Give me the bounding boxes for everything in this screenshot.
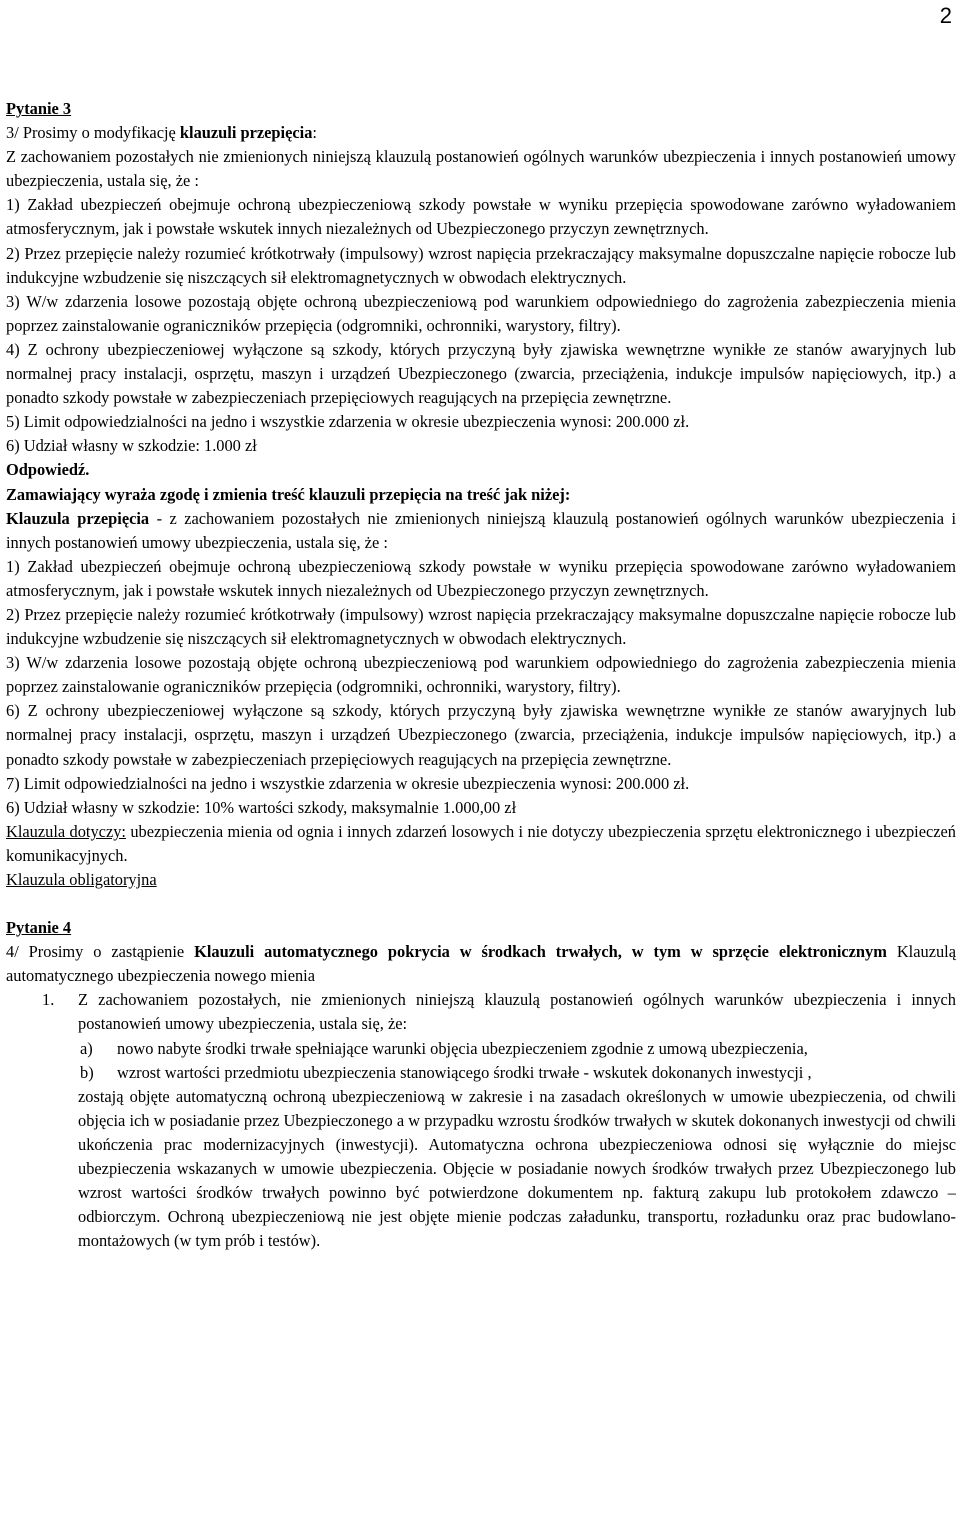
list-item-text: Z zachowaniem pozostałych, nie zmienionych niniejszą klauzulą postanowień ogólnych warunków ubezpieczenia i innych postanowień umowy ubezpieczenia, ustala się, że: xyxy=(78,990,956,1034)
answer-item-6: 6) Udział własny w szkodzie: 10% wartości szkody, maksymalnie 1.000,00 zł xyxy=(6,797,517,817)
question-3-intro: Z zachowaniem pozostałych nie zmienionych niniejszą klauzulą postanowień ogólnych warunków ubezpieczenia i innych postanowień umowy ubezpieczenia, ustala się, że : xyxy=(6,147,956,191)
section-spacer xyxy=(6,892,956,916)
clause-intro xyxy=(6,507,956,555)
question-3-item-4: 4) Z ochrony ubezpieczeniowej wyłączone są szkody, których przyczyną były zjawiska wewnętrzne wynikłe ze stanów awaryjnych lub normalnej pracy instalacji, osprzętu, maszyn i urządzeń Ubezpieczonego (zwarcia, przeciążenia, indukcje impulsów napięciowych, itp.) a ponadto szkody powstałe w zabezpieczeniach przepięciowych reagujących na przepięcia zewnętrzne. xyxy=(6,339,956,408)
clause-mandatory-text: Klauzula obligatoryjna xyxy=(6,870,157,889)
question-3-request-prefix: 3/ Prosimy o modyfikację xyxy=(6,123,180,143)
answer-item-1: 1) Zakład ubezpieczeń obejmuje ochroną ubezpieczeniową szkody powstałe w wyniku przepięcia spowodowane zarówno wyładowaniem atmosferycznym, jak i powstałe wskutek innych niezależnych od Ubezpieczonego przyczyn zewnętrznych. xyxy=(6,556,956,600)
clause-intro-text: - z zachowaniem pozostałych nie zmienionych niniejszą klauzulą postanowień ogólnych warunków ubezpieczenia i innych postanowień umowy ubezpieczenia, ustala się, że : xyxy=(6,508,956,552)
question-3-item-3: 3) W/w zdarzenia losowe pozostają objęte ochroną ubezpieczeniową pod warunkiem odpowiedniego do zagrożenia zabezpieczenia mienia poprzez zainstalowanie ograniczników przepięcia (odgromniki, ochronniki, warystory, filtry). xyxy=(6,291,956,335)
question-3-request xyxy=(6,121,956,145)
answer-item-5: 7) Limit odpowiedzialności na jedno i wszystkie zdarzenia w okresie ubezpieczenia wynosi: 200.000 zł. xyxy=(6,773,690,793)
answer-label-text: Odpowiedź. xyxy=(6,460,90,480)
question-4-list-item-1 xyxy=(6,988,956,1036)
clause-mandatory xyxy=(6,868,956,892)
subitem-letter: b) xyxy=(80,1062,94,1082)
question-3-request-suffix: : xyxy=(312,123,317,143)
document-body xyxy=(6,97,956,1253)
answer-label xyxy=(6,458,956,482)
question-4-request-bold: Klauzuli automatycznego pokrycia w środkach trwałych, w tym w sprzęcie elektronicznym xyxy=(194,942,887,962)
clause-applies-label: Klauzula dotyczy: xyxy=(6,821,126,841)
question-3-item-5: 5) Limit odpowiedzialności na jedno i wszystkie zdarzenia w okresie ubezpieczenia wynosi: 200.000 zł. xyxy=(6,412,690,432)
page-number: 2 xyxy=(939,3,952,28)
question-4-request-suffix: Klauzulą automatycznego ubezpieczenia nowego mienia xyxy=(6,942,956,986)
clause-applies-text: ubezpieczenia mienia od ognia i innych zdarzeń losowych i nie dotyczy ubezpieczenia sprzętu elektronicznego i ubezpieczeń komunikacyjnych. xyxy=(6,821,956,865)
question-3-item-6: 6) Udział własny w szkodzie: 1.000 zł xyxy=(6,436,257,456)
question-3-request-bold: klauzuli przepięcia xyxy=(179,123,313,143)
question-4-request-prefix: 4/ Prosimy o zastąpienie xyxy=(6,942,195,962)
answer-statement xyxy=(6,483,956,507)
subitem-text: nowo nabyte środki trwałe spełniające warunki objęcia ubezpieczeniem zgodnie z umową ubezpieczenia, xyxy=(117,1038,808,1058)
answer-statement-text: Zamawiający wyraża zgodę i zmienia treść klauzuli przepięcia na treść jak niżej: xyxy=(6,484,571,504)
subitem-letter: a) xyxy=(80,1038,93,1058)
answer-item-2: 2) Przez przepięcie należy rozumieć krótkotrwały (impulsowy) wzrost napięcia przekraczający maksymalne dopuszczalne napięcie robocze lub indukcyjne wzbudzenie się niszczących sił elektromagnetycznych w obwodach elektrycznych. xyxy=(6,604,956,649)
question-3-heading xyxy=(6,97,956,121)
question-4-title: Pytanie 4 xyxy=(6,918,72,938)
list-number: 1. xyxy=(42,990,55,1010)
answer-item-3: 3) W/w zdarzenia losowe pozostają objęte ochroną ubezpieczeniową pod warunkiem odpowiedniego do zagrożenia zabezpieczenia mienia poprzez zainstalowanie ograniczników przepięcia (odgromniki, ochronniki, warystory, filtry). xyxy=(6,653,956,697)
question-3-item-2: 2) Przez przepięcie należy rozumieć krótkotrwały (impulsowy) wzrost napięcia przekraczający maksymalne dopuszczalne napięcie robocze lub indukcyjne wzbudzenie się niszczących sił elektromagnetycznych w obwodach elektrycznych. xyxy=(6,243,956,287)
question-3-item-1: 1) Zakład ubezpieczeń obejmuje ochroną ubezpieczeniową szkody powstałe w wyniku przepięcia spowodowane zarówno wyładowaniem atmosferycznym, jak i powstałe wskutek innych niezależnych od Ubezpieczonego przyczyn zewnętrznych. xyxy=(6,195,956,239)
question-4-closing: zostają objęte automatyczną ochroną ubezpieczeniową w zakresie i na zasadach określonych w umowie ubezpieczenia, od chwili objęcia ich w posiadanie przez Ubezpieczonego a w przypadku wzrostu środków trwałych w skutek dokonanych inwestycji od chwili ukończenia prac modernizacyjnych (inwestycji). Automatyczna ochrona ubezpieczeniowa odnosi się wyłącznie do miejsc ubezpieczenia wskazanych w umowie ubezpieczenia. Objęcie w posiadanie nowych środków trwałych przez Ubezpieczonego lub wzrost wartości środków trwałych powinno być potwierdzone dokumentem np. fakturą zakupu lub protokołem zdawczo – odbiorczym. Ochroną ubezpieczeniową nie jest objęte mienie podczas załadunku, transportu, rozładunku oraz prac budowlano-montażowych (w tym prób i testów). xyxy=(78,1086,956,1251)
question-4-subitem-a xyxy=(6,1037,956,1061)
question-4-request xyxy=(6,940,956,988)
subitem-text: wzrost wartości przedmiotu ubezpieczenia stanowiącego środki trwałe - wskutek dokonanych inwestycji , xyxy=(117,1062,812,1082)
clause-applies xyxy=(6,820,956,868)
question-3-title: Pytanie 3 xyxy=(6,99,72,118)
question-4-heading xyxy=(6,916,956,940)
question-4-subitem-b xyxy=(6,1061,956,1085)
clause-title: Klauzula przepięcia xyxy=(6,508,150,528)
answer-item-4: 6) Z ochrony ubezpieczeniowej wyłączone są szkody, których przyczyną były zjawiska wewnętrzne wynikłe ze stanów awaryjnych lub normalnej pracy instalacji, osprzętu, maszyn i urządzeń Ubezpieczonego (zwarcia, przeciążenia, indukcje impulsów napięciowych, itp.) a ponadto szkody powstałe w zabezpieczeniach przepięciowych reagujących na przepięcia zewnętrzne. xyxy=(6,701,956,769)
